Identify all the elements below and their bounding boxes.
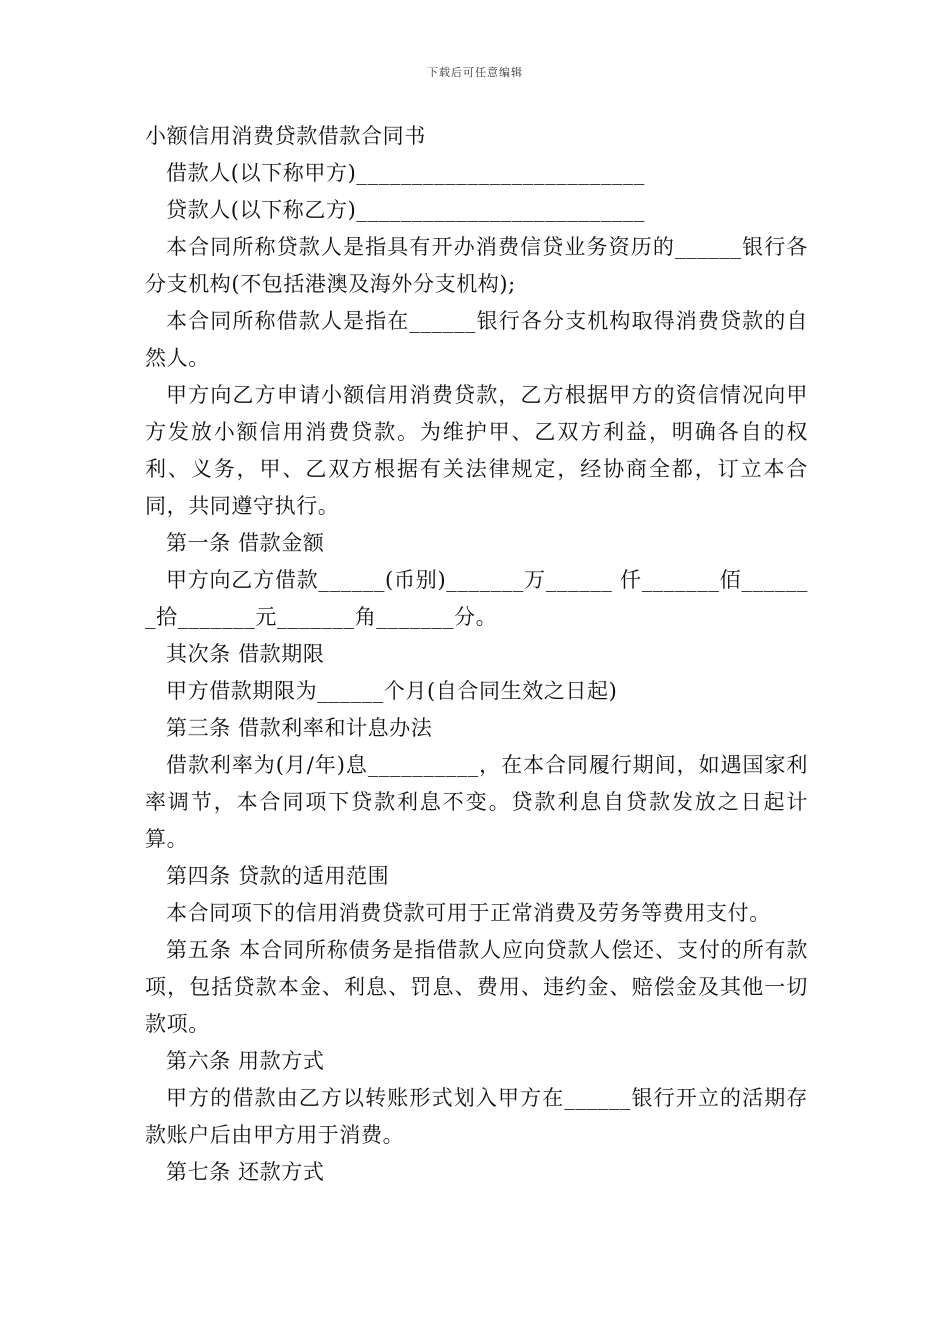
- article-6-text: 甲方的借款由乙方以转账形式划入甲方在______银行开立的活期存款账户后由甲方用于消费。: [145, 1086, 808, 1147]
- article-3-text: 借款利率为(月/年)息__________，在本合同履行期间，如遇国家利率调节，本合同项下贷款利息不变。贷款利息自贷款发放之日起计算。: [145, 753, 808, 851]
- borrower-line: 借款人(以下称甲方)__________________________: [166, 161, 645, 185]
- article-4-text: 本合同项下的信用消费贷款可用于正常消费及劳务等费用支付。: [166, 901, 771, 925]
- header-note: 下载后可任意编辑: [427, 66, 523, 79]
- contract-body: [145, 118, 808, 1191]
- article-5-text: 第五条 本合同所称债务是指借款人应向贷款人偿还、支付的所有款项，包括贷款本金、利息、罚息、费用、违约金、赔偿金及其他一切款项。: [145, 938, 808, 1036]
- lender-line: 贷款人(以下称乙方)__________________________: [166, 198, 645, 222]
- contract-title: 小额信用消费贷款借款合同书: [145, 124, 426, 148]
- article-2-text: 甲方借款期限为______个月(自合同生效之日起): [166, 679, 618, 703]
- preamble: 甲方向乙方申请小额信用消费贷款，乙方根据甲方的资信情况向甲方发放小额信用消费贷款。为维护甲、乙双方利益，明确各自的权利、义务，甲、乙双方根据有关法律规定，经协商全都，订立本合同，共同遵守执行。: [145, 383, 808, 518]
- article-1-text: 甲方向乙方借款______(币别)_______万______ 仟_______佰_______拾_______元_______角_______分。: [145, 568, 808, 629]
- article-3-heading: 第三条 借款利率和计息办法: [166, 716, 433, 740]
- article-2-heading: 其次条 借款期限: [166, 642, 325, 666]
- article-6-heading: 第六条 用款方式: [166, 1049, 325, 1073]
- lender-definition: 本合同所称贷款人是指具有开办消费信贷业务资历的______银行各分支机构(不包括港澳及海外分支机构);: [145, 235, 808, 296]
- article-7-heading: 第七条 还款方式: [166, 1160, 325, 1184]
- article-1-heading: 第一条 借款金额: [166, 531, 325, 555]
- article-4-heading: 第四条 贷款的适用范围: [166, 864, 390, 888]
- borrower-definition: 本合同所称借款人是指在______银行各分支机构取得消费贷款的自然人。: [145, 309, 808, 370]
